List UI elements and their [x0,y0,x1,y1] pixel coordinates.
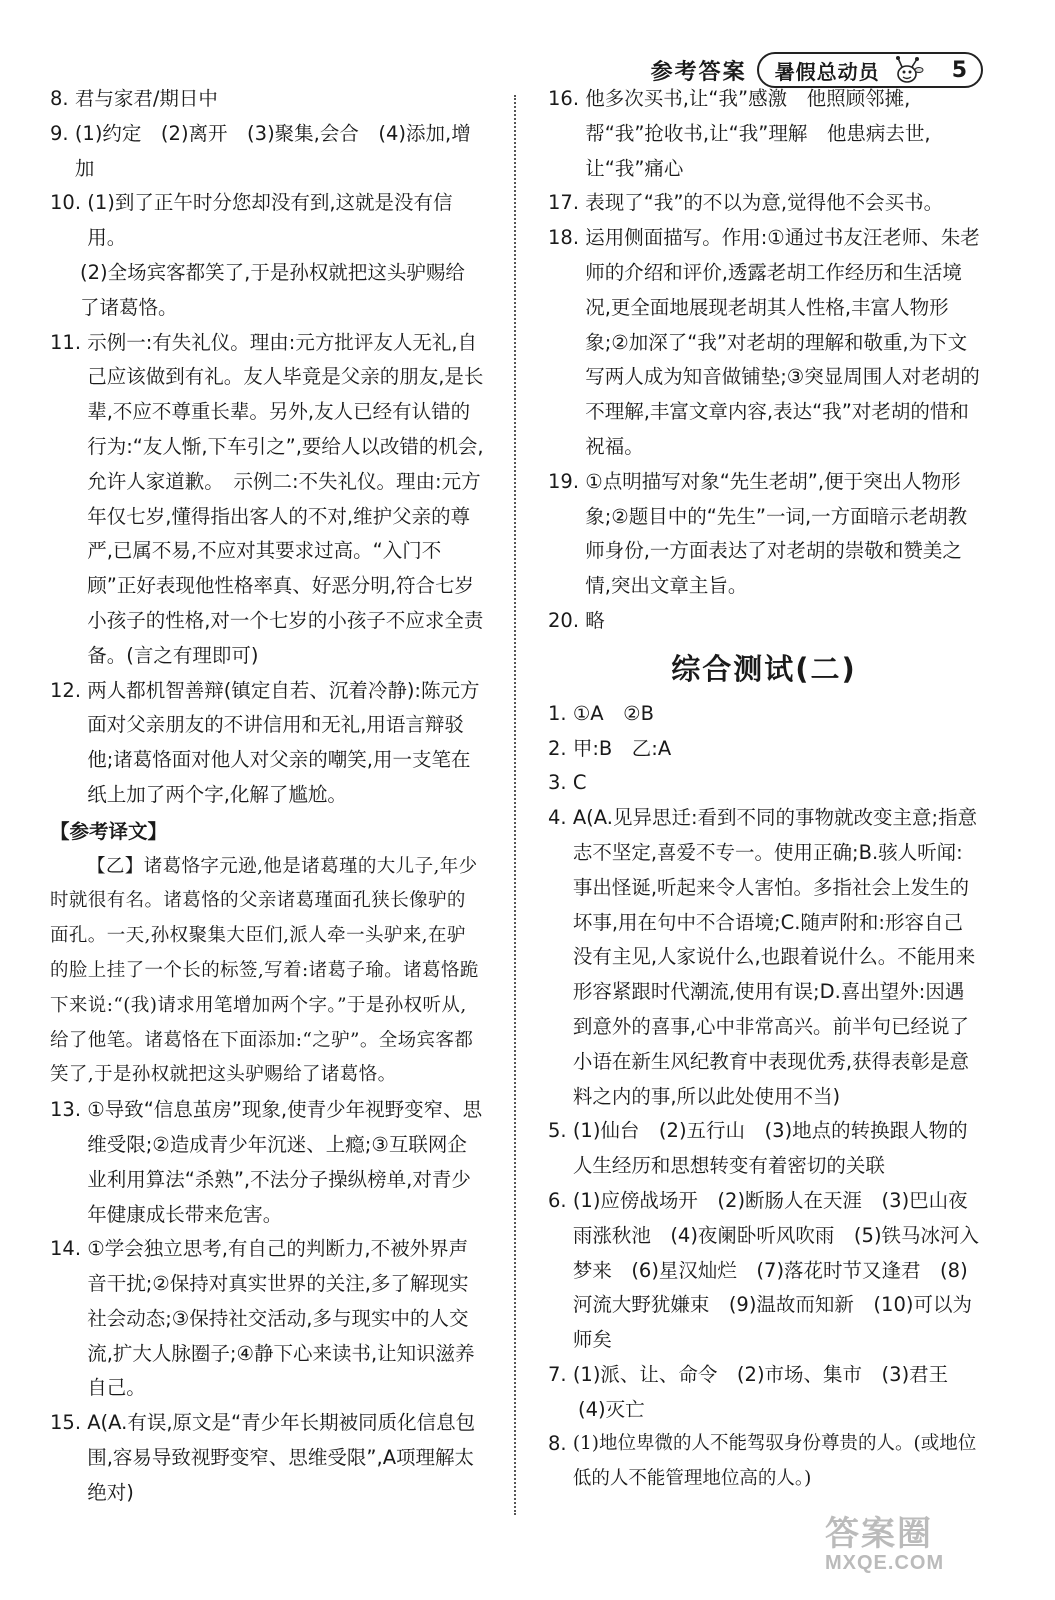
answer-subitem: (4)灭亡 [578,1397,645,1421]
answer-subitem: (2)全场宾客都笑了,于是孙权就把这头驴赐给了诸葛恪。 [80,260,465,319]
answer-item: 20. 略 [548,608,605,632]
answer-item: 15. A(A.有误,原文是“青少年长期被同质化信息包围,容易导致视野变窄、思维受限”,A项理解太绝对) [50,1411,476,1504]
header-brand: 暑假总动员 [774,59,880,84]
answer-item: 4. A(A.见异思迁:看到不同的事物就改变主意;指意志不坚定,喜爱不专一。使用正确;B.骇人听闻:事出怪诞,听起来令人害怕。多指社会上发生的坏事,用在句中不合语境;C.随声附和:形容自己没有主见,人家说什么,也跟着说什么。不能用来形容紧跟时代潮流,使用有误;D.喜出望外:因遇到意外的喜事,心中非常高兴。前半句已经说了小语在新生风纪教育中表现优秀,获得表彰是意料之内的事,所以此处使用不当) [548,806,978,1108]
answer-item: 6. (1)应傍战场开 (2)断肠人在天涯 (3)巴山夜雨涨秋池 (4)夜阑卧听风吹雨 (5)铁马冰河入梦来 (6)星汉灿烂 (7)落花时节又逢君 (8)河流大野犹嫌束 (9)温故而知新 (10)可以为师矣 [548,1188,980,1352]
answer-item: 16. 他多次买书,让“我”感激 他照顾邻摊,帮“我”抢收书,让“我”理解 他患病去世,让“我”痛心 [548,87,931,180]
answer-item: 1. ①A ②B [548,701,654,725]
answer-item: 13. ①导致“信息茧房”现象,使青少年视野变窄、思维受限;②造成青少年沉迷、上瘾;③互联网企业利用算法“杀熟”,不法分子操纵榜单,对青少年健康成长带来危害。 [50,1098,483,1226]
right-column [548,82,980,1497]
left-column [50,82,484,1511]
answer-item: 14. ①学会独立思考,有自己的判断力,不被外界声音干扰;②保持对真实世界的关注,多了解现实社会动态;③保持社交活动,多与现实中的人交流,扩大人脉圈子;④静下心来读书,让知识滋养自己。 [50,1237,475,1400]
answer-item: 8. (1)地位卑微的人不能驾驭身份尊贵的人。(或地位低的人不能管理地位高的人。) [548,1432,977,1490]
watermark-logo: 答案圈 [825,1515,933,1553]
answer-item: 10. (1)到了正午时分您却没有到,这就是没有信用。 [50,191,453,250]
site-watermark [825,1516,1035,1580]
section-title: 综合测试(二) [671,651,857,686]
answer-item: 11. 示例一:有失礼仪。理由:元方批评友人无礼,自己应该做到有礼。友人毕竟是父亲的朋友,是长辈,不应不尊重长辈。另外,友人已经有认错的行为:“友人惭,下车引之”,要给人以改错的机会,允许人家道歉。 示例二:不失礼仪。理由:元方年仅七岁,懂得指出客人的不对,维护父亲的尊严,已属不易,不应对其要求过高。“入门不顾”正好表现他性格率真、好恶分明,符合七岁小孩子的性格,对一个七岁的小孩子不应求全责备。(言之有理即可) [50,330,484,667]
column-divider [514,95,516,1515]
answer-item: 7. (1)派、让、命令 (2)市场、集市 (3)君王 [548,1362,949,1386]
translation-heading: 【参考译文】 [50,819,168,843]
page-number: 5 [951,57,967,83]
translation-body: 【乙】诸葛恪字元逊,他是诸葛瑾的大儿子,年少时就很有名。诸葛恪的父亲诸葛瑾面孔狭长像驴的面孔。一天,孙权聚集大臣们,派人牵一头驴来,在驴的脸上挂了一个长的标签,写着:诸葛子瑜。诸葛恪跪下来说:“(我)请求用笔增加两个字。”于是孙权听从,给了他笔。诸葛恪在下面添加:“之驴”。全场宾客都笑了,于是孙权就把这头驴赐给了诸葛恪。 [50,855,479,1086]
answer-item: 8. 君与家君/期日中 [50,87,218,110]
answer-item: 5. (1)仙台 (2)五行山 (3)地点的转换跟人物的人生经历和思想转变有着密切的关联 [548,1119,968,1178]
watermark-site: MXQE.COM [825,1552,945,1574]
answer-item: 19. ①点明描写对象“先生老胡”,便于突出人物形象;②题目中的“先生”一词,一方面暗示老胡教师身份,一方面表达了对老胡的崇敬和赞美之情,突出文章主旨。 [548,469,968,598]
answer-item: 17. 表现了“我”的不以为意,觉得他不会买书。 [548,191,944,215]
answer-item: 9. (1)约定 (2)离开 (3)聚集,会合 (4)添加,增加 [50,121,471,180]
header-title: 参考答案 [650,59,747,85]
bee-mascot-icon [890,55,924,85]
answer-item: 18. 运用侧面描写。作用:①通过书友汪老师、朱老师的介绍和评价,透露老胡工作经历和生活境况,更全面地展现老胡其人性格,丰富人物形象;②加深了“我”对老胡的理解和敬重,为下文写两人成为知音做铺垫;③突显周围人对老胡的不理解,丰富文章内容,表达“我”对老胡的惜和祝福。 [548,226,980,458]
answer-item: 3. C [548,771,587,795]
answer-item: 12. 两人都机智善辩(镇定自若、沉着冷静):陈元方面对父亲朋友的不讲信用和无礼,用语言辩驳他;诸葛恪面对他人对父亲的嘲笑,用一支笔在纸上加了两个字,化解了尴尬。 [50,678,480,806]
answer-item: 2. 甲:B 乙:A [548,736,672,760]
